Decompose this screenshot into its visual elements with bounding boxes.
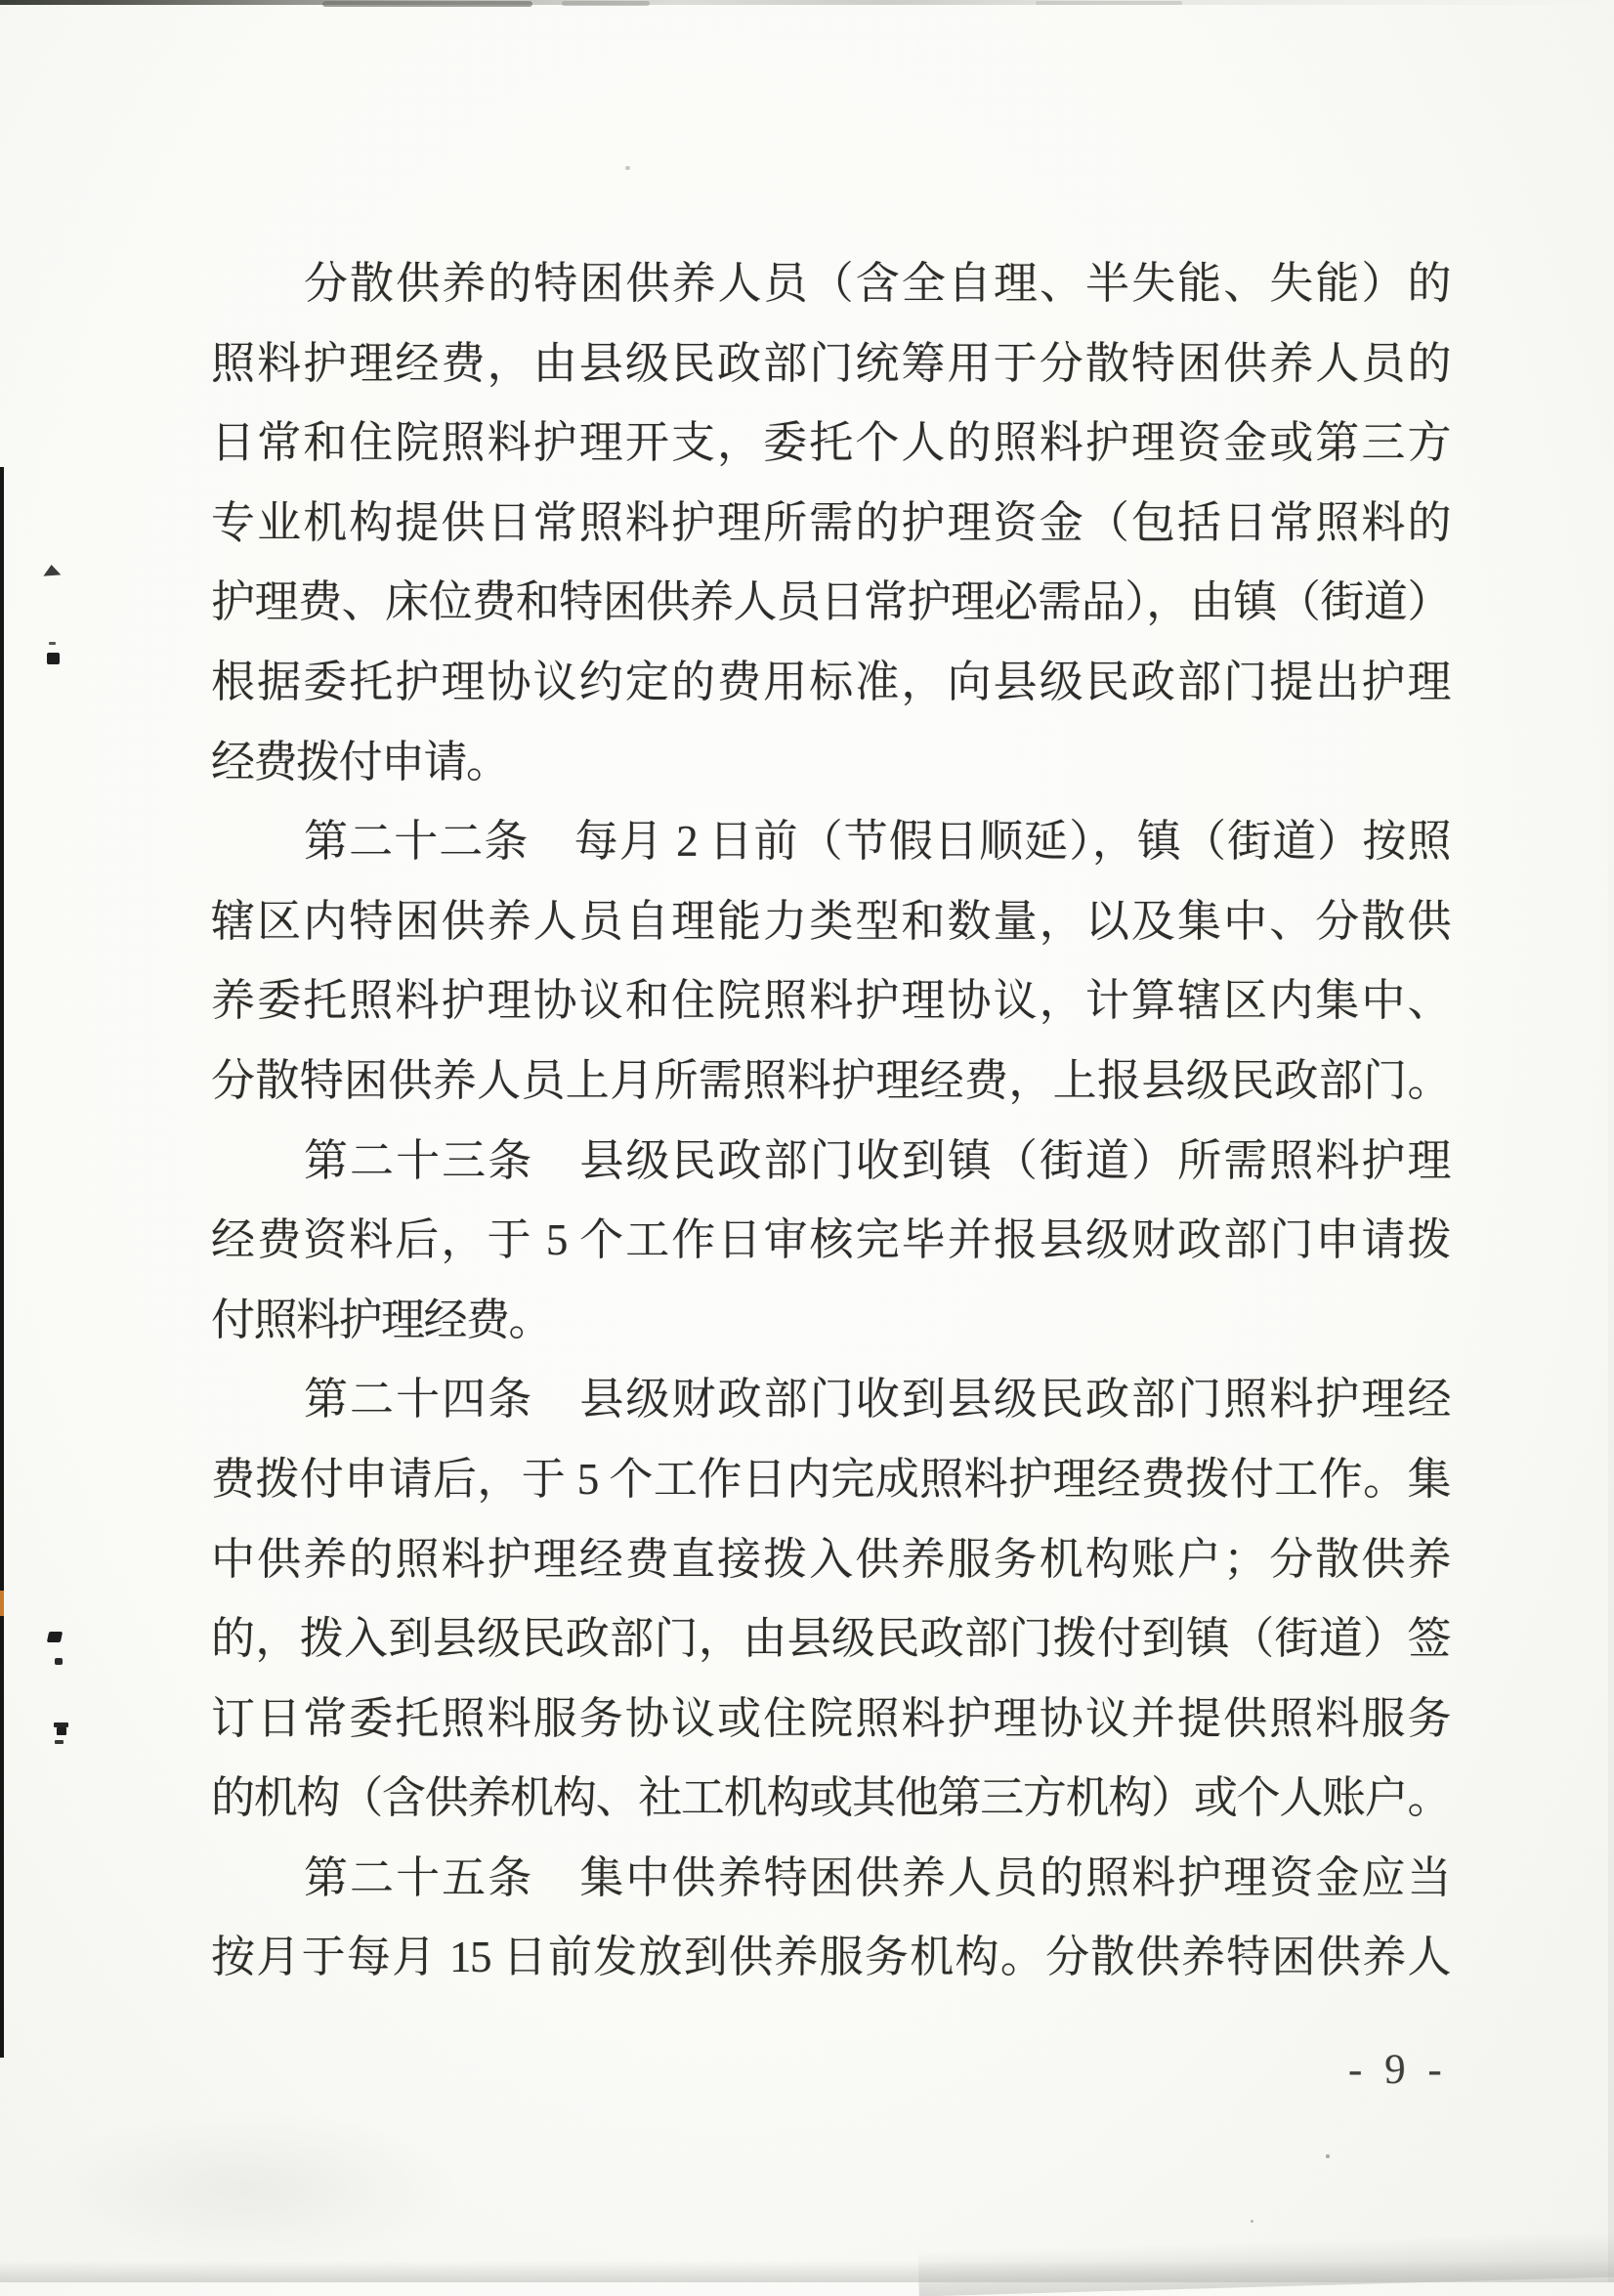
document-line: 按月于每月 15 日前发放到供养服务机构。分散供养特困供养人 bbox=[211, 1933, 1450, 1982]
scan-speck bbox=[625, 166, 630, 170]
document-line: 的，拨入到县级民政部门，由县级民政部门拨付到镇（街道）签 bbox=[211, 1614, 1450, 1664]
document-line: 分散特困供养人员上月所需照料护理经费，上报县级民政部门。 bbox=[211, 1055, 1450, 1105]
scan-edge-right bbox=[1608, 586, 1614, 2282]
scan-edge-top-smudge bbox=[322, 1, 532, 7]
scan-streak-bottom-right bbox=[918, 2232, 1614, 2296]
scan-speck bbox=[1251, 2220, 1253, 2223]
document-line: 根据委托护理协议约定的费用标准，向县级民政部门提出护理 bbox=[211, 657, 1450, 706]
scan-edge-left bbox=[0, 467, 4, 2058]
document-line: 经费拨付申请。 bbox=[211, 737, 509, 787]
document-line: 经费资料后，于 5 个工作日审核完毕并报县级财政部门申请拨 bbox=[211, 1215, 1450, 1265]
document-line: 中供养的照料护理经费直接拨入供养服务机构账户；分散供养 bbox=[211, 1534, 1450, 1584]
document-line: 专业机构提供日常照料护理所需的护理资金（包括日常照料的 bbox=[211, 497, 1450, 547]
page-number: - 9 - bbox=[1348, 2047, 1448, 2093]
document-line: 护理费、床位费和特困供养人员日常护理必需品），由镇（街道） bbox=[211, 577, 1450, 627]
scan-edge-top bbox=[0, 0, 1614, 5]
scan-blotch-bottom-left bbox=[39, 2110, 459, 2267]
ink-mark-caret bbox=[43, 564, 62, 575]
ink-mark-blob bbox=[47, 1632, 63, 1642]
scan-edge-top-smudge bbox=[1036, 1, 1182, 5]
document-line-article-24: 第二十四条 县级财政部门收到县级民政部门照料护理经 bbox=[304, 1375, 1450, 1424]
document-line: 照料护理经费，由县级民政部门统筹用于分散特困供养人员的 bbox=[211, 338, 1450, 388]
document-line: 订日常委托照料服务协议或住院照料护理协议并提供照料服务 bbox=[211, 1693, 1450, 1743]
ink-mark-blob bbox=[57, 1727, 66, 1735]
ink-mark-dash bbox=[55, 1740, 64, 1744]
ink-mark-blob bbox=[47, 653, 60, 664]
document-line: 分散供养的特困供养人员（含全自理、半失能、失能）的 bbox=[304, 259, 1450, 308]
document-line: 费拨付申请后，于 5 个工作日内完成照料护理经费拨付工作。集 bbox=[211, 1454, 1450, 1504]
document-line: 日常和住院照料护理开支，委托个人的照料护理资金或第三方 bbox=[211, 418, 1450, 468]
scan-speck bbox=[1326, 2154, 1330, 2158]
ink-mark-dash bbox=[49, 642, 56, 645]
scan-edge-top-smudge bbox=[562, 1, 650, 6]
document-line: 的机构（含供养机构、社工机构或其他第三方机构）或个人账户。 bbox=[211, 1773, 1450, 1823]
document-line: 辖区内特困供养人员自理能力类型和数量，以及集中、分散供 bbox=[211, 896, 1450, 946]
document-line: 养委托照料护理协议和住院照料护理协议，计算辖区内集中、 bbox=[211, 976, 1450, 1026]
document-line-article-23: 第二十三条 县级民政部门收到镇（街道）所需照料护理 bbox=[304, 1135, 1450, 1185]
ink-mark-dot bbox=[55, 1658, 63, 1665]
document-line: 付照料护理经费。 bbox=[211, 1295, 552, 1344]
document-text-block bbox=[211, 244, 1450, 1998]
scan-edge-left-orange-speck bbox=[0, 1591, 4, 1616]
document-line-article-25: 第二十五条 集中供养特困供养人员的照料护理资金应当 bbox=[304, 1852, 1450, 1902]
document-line-article-22: 第二十二条 每月 2 日前（节假日顺延），镇（街道）按照 bbox=[304, 817, 1450, 867]
